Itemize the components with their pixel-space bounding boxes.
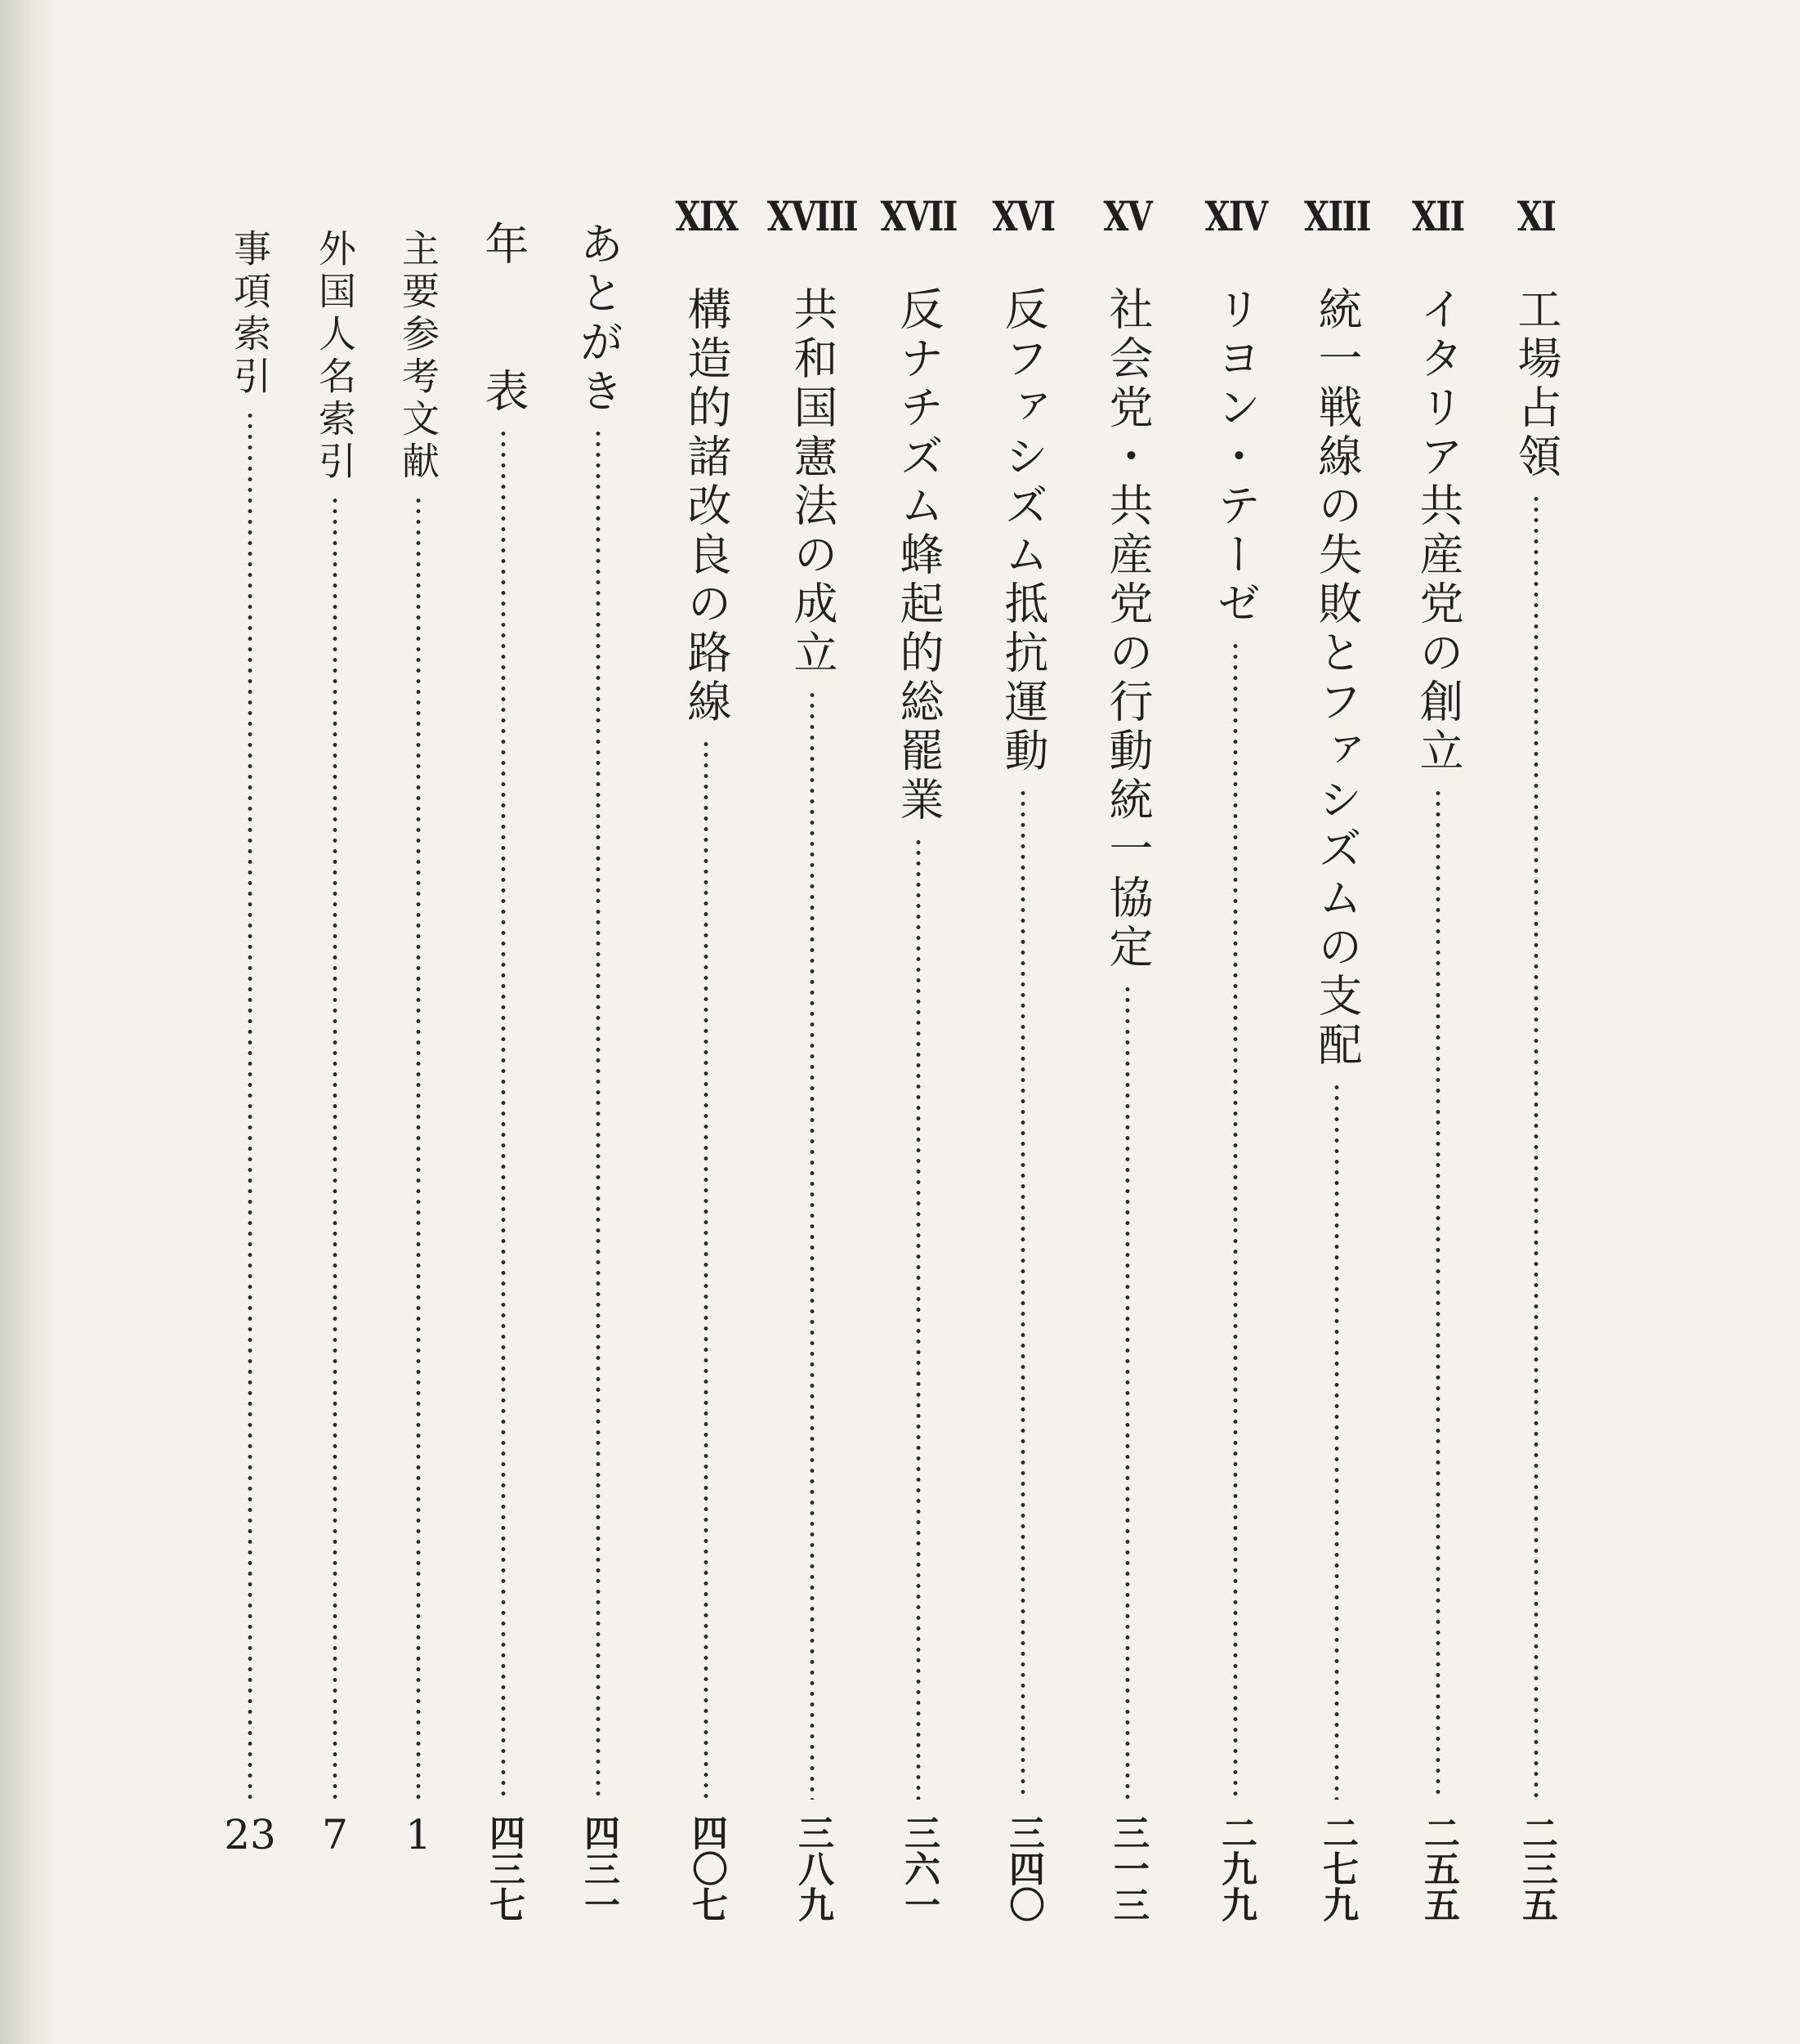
toc-entry-xii[interactable] (1399, 188, 1477, 1921)
toc-entry-xv[interactable] (1088, 188, 1167, 1921)
dot-leader (1021, 788, 1025, 1800)
toc-entry-subject-index[interactable] (211, 229, 289, 1921)
chapter-title: イタリア共産党の創立 (1413, 286, 1464, 776)
page-number: 四〇七 (686, 1814, 727, 1922)
dot-leader (501, 428, 506, 1800)
section-title: 主要参考文献 (396, 229, 440, 484)
chapter-number: XIV (1204, 192, 1266, 240)
page-number: 三八九 (792, 1814, 833, 1922)
dot-leader (1233, 641, 1238, 1800)
dot-leader (703, 739, 708, 1800)
page-number: 1 (405, 1811, 431, 1858)
section-title: 事項索引 (228, 229, 272, 399)
chapter-title: 統一戦線の失敗とファシズムの支配 (1311, 286, 1363, 1071)
toc-entry-afterword[interactable] (559, 221, 637, 1921)
section-title: あとがき (573, 221, 624, 417)
chapter-title: 共和国憲法の成立 (787, 286, 838, 678)
page-number: 二七九 (1316, 1814, 1358, 1922)
page-number: 23 (224, 1811, 276, 1858)
chapter-title: リヨン・テーゼ (1210, 286, 1262, 629)
chapter-number: XV (1103, 192, 1152, 240)
page-number: 二三五 (1516, 1814, 1557, 1922)
chapter-number: XVI (991, 192, 1054, 240)
chapter-number: XVIII (766, 192, 858, 240)
toc-entry-person-index[interactable] (296, 229, 374, 1921)
page-number: 三一三 (1107, 1814, 1149, 1922)
chapter-title: 反ナチズム蜂起的総罷業 (893, 286, 945, 825)
chapter-title: 社会党・共産党の行動統一協定 (1102, 286, 1154, 973)
page-number: 7 (322, 1811, 348, 1858)
chapter-number: XVII (880, 192, 957, 240)
toc-entry-chronology[interactable] (464, 221, 543, 1921)
chapter-title: 構造的諸改良の路線 (681, 286, 732, 727)
page-number: 二五五 (1418, 1814, 1459, 1922)
dot-leader (1334, 1082, 1339, 1800)
section-title: 年 表 (478, 221, 529, 417)
chapter-title: 工場占領 (1511, 286, 1562, 482)
page-number: 三六一 (898, 1814, 940, 1922)
page-number: 三四〇 (1003, 1814, 1044, 1922)
toc-entry-xix[interactable] (667, 188, 745, 1921)
dot-leader (810, 690, 815, 1800)
chapter-number: XI (1516, 192, 1556, 240)
toc-entry-xvi[interactable] (984, 188, 1062, 1921)
page-number: 四三一 (578, 1814, 619, 1922)
chapter-title: 反ファシズム抵抗運動 (998, 286, 1049, 776)
dot-leader (1125, 984, 1130, 1800)
toc-entry-xvii[interactable] (879, 188, 958, 1921)
toc-entry-xviii[interactable] (766, 188, 858, 1922)
toc-entry-xi[interactable] (1497, 188, 1575, 1921)
dot-leader (596, 428, 601, 1800)
page-number: 二九九 (1215, 1814, 1257, 1922)
section-title: 外国人名索引 (313, 229, 357, 484)
toc-entry-bibliography[interactable] (379, 229, 458, 1921)
chapter-number: XII (1412, 192, 1464, 240)
toc-entry-xiv[interactable] (1196, 188, 1275, 1921)
toc-entry-xiii[interactable] (1298, 188, 1376, 1921)
dot-leader (1436, 788, 1440, 1800)
dot-leader (248, 410, 252, 1800)
dot-leader (916, 837, 921, 1800)
chapter-number: XIII (1303, 192, 1370, 240)
dot-leader (416, 495, 421, 1800)
chapter-number: XIX (674, 192, 737, 240)
dot-leader (1534, 494, 1539, 1800)
dot-leader (333, 495, 337, 1800)
page-number: 四三七 (483, 1814, 525, 1922)
